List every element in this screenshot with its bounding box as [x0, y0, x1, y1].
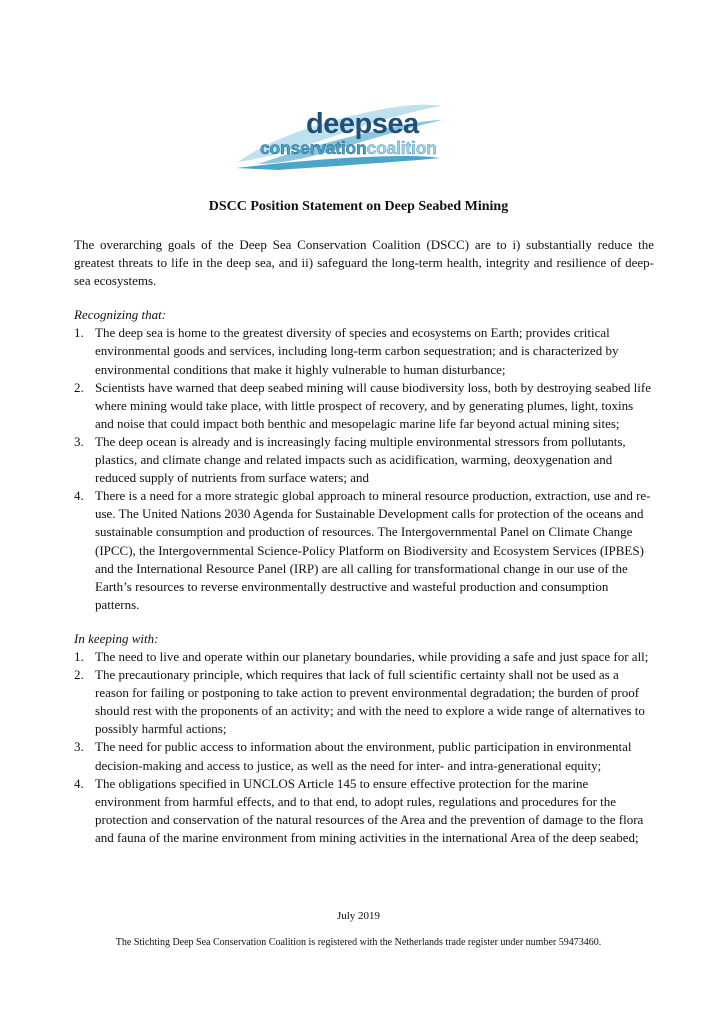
intro-paragraph: The overarching goals of the Deep Sea Conservation Coalition (DSCC) are to i) substantially reduce the greatest threats to life in the deep sea, and ii) safeguard the long-term health, integrity and resilience of deep-sea ecosystems.: [74, 237, 654, 289]
list-item: [74, 487, 654, 614]
keeping-list: [74, 648, 654, 847]
deepsea-conservation-coalition-logo: [228, 100, 444, 172]
list-text: The precautionary principle, which requires that lack of full scientific certainty shall not be used as a reason for failing or postponing to take action to prevent environmental degradation; the burden of proof should rest with the proponents of an activity; and with the need to explore a wide range of alternatives to possibly harmful actions;: [95, 667, 645, 737]
list-item: [74, 324, 654, 378]
list-number: 2.: [74, 379, 84, 395]
list-text: Scientists have warned that deep seabed mining will cause biodiversity loss, both by destroying seabed life where mining would take place, with little prospect of recovery, and by generating plumes, light, toxins and noise that could impact both benthic and mesopelagic marine life far beyond actual mining sites;: [95, 379, 651, 431]
recognizing-list: [74, 324, 654, 614]
footer-date: July 2019: [336, 910, 381, 922]
list-text: There is a need for a more strategic global approach to mineral resource production, extraction, use and re-use. The United Nations 2030 Agenda for Sustainable Development calls for protection of the oceans and sustainable consumption and production of resources. The Intergovernmental Panel on Climate Change (IPCC), the Intergovernmental Science-Policy Platform on Biodiversity and Ecosystem Services (IPBES) and the International Resource Panel (IRP) are all calling for transformational change in our use of the Earth’s resources to reverse environmentally destructive and wasteful production and consumption patterns.: [95, 488, 651, 612]
list-number: 4.: [74, 488, 84, 504]
list-item: [74, 648, 654, 666]
list-number: 3.: [74, 433, 84, 449]
list-text: The deep ocean is already and is increasingly facing multiple environmental stressors from pollutants, plastics, and climate change and related impacts such as acidification, warming, deoxygenation and reduced supply of nutrients from surface waters; and: [95, 433, 626, 486]
keeping-heading: In keeping with:: [74, 630, 159, 646]
list-text: The need to live and operate within our planetary boundaries, while providing a safe and just space for all;: [95, 648, 649, 664]
list-item: [74, 433, 654, 487]
logo-deepsea-text: deepsea: [306, 108, 419, 140]
list-number: 3.: [74, 739, 84, 755]
recognizing-heading: Recognizing that:: [74, 307, 167, 323]
document-body: [74, 236, 654, 847]
list-text: The deep sea is home to the greatest diversity of species and ecosystems on Earth; provides critical environmental goods and services, including long-term carbon sequestration; and is characterized by environmental conditions that make it highly vulnerable to human disturbance;: [95, 325, 619, 377]
list-item: [74, 666, 654, 738]
list-text: The obligations specified in UNCLOS Article 145 to ensure effective protection for the marine environment from harmful effects, and to that end, to adopt rules, regulations and procedures for the protection and conservation of the natural resources of the Area and the prevention of damage to the flora and fauna of the marine environment from mining activities in the international Area of the deep seabed;: [95, 775, 644, 845]
list-number: 1.: [74, 648, 84, 664]
list-number: 4.: [74, 775, 84, 791]
list-number: 2.: [74, 667, 84, 683]
list-item: [74, 775, 654, 847]
footer-registration: The Stichting Deep Sea Conservation Coalition is registered with the Netherlands trade register under number 59473460.: [115, 937, 602, 948]
list-item: [74, 379, 654, 433]
list-number: 1.: [74, 325, 84, 341]
logo-conservation-coalition-text: conservationcoalition: [260, 138, 437, 158]
list-text: The need for public access to information about the environment, public participation in environmental decision-making and access to justice, as well as the need for inter- and intra-generational equity;: [95, 739, 632, 773]
list-item: [74, 738, 654, 774]
document-title: DSCC Position Statement on Deep Seabed Mining: [208, 199, 509, 214]
